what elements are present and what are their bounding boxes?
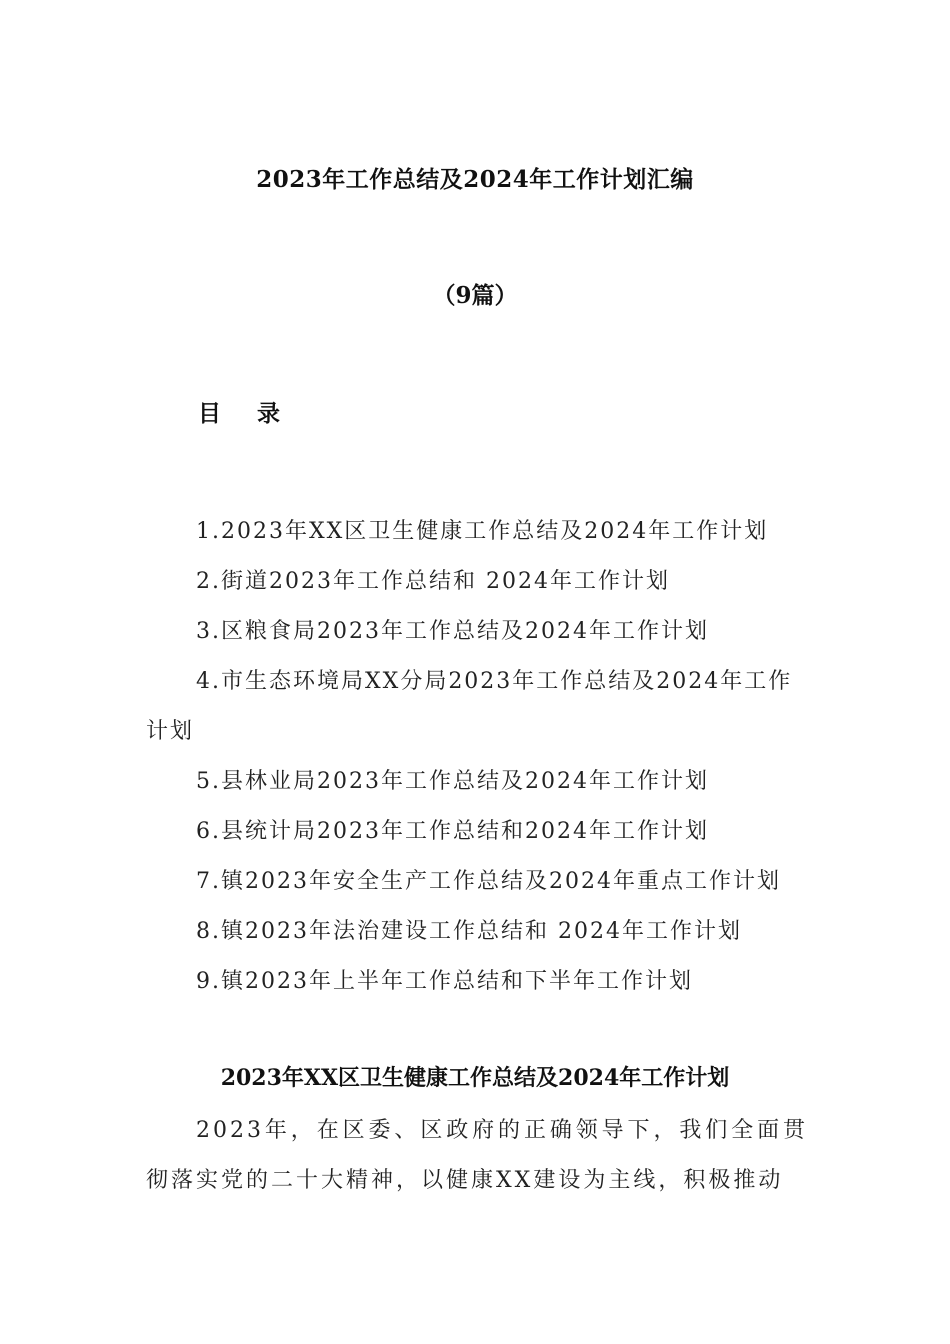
toc-item: 9.镇2023年上半年工作总结和下半年工作计划: [196, 969, 693, 994]
table-of-contents: [146, 507, 808, 1007]
toc-item: 2.街道2023年工作总结和 2024年工作计划: [196, 569, 670, 594]
toc-item: 6.县统计局2023年工作总结和2024年工作计划: [196, 819, 709, 844]
toc-item: 5.县林业局2023年工作总结及2024年工作计划: [196, 769, 709, 794]
body-paragraph: 2023年，在区委、区政府的正确领导下，我们全面贯彻落实党的二十大精神，以健康XX建设为主线，积极推动: [146, 1118, 808, 1193]
toc-item: 7.镇2023年安全生产工作总结及2024年重点工作计划: [196, 869, 781, 894]
section-title: 2023年XX区卫生健康工作总结及2024年工作计划: [220, 1065, 730, 1091]
document-title: 2023年工作总结及2024年工作计划汇编: [256, 166, 694, 193]
toc-item: 8.镇2023年法治建设工作总结和 2024年工作计划: [196, 919, 742, 944]
toc-item: 1.2023年XX区卫生健康工作总结及2024年工作计划: [196, 519, 769, 544]
toc-item: 4.市生态环境局XX分局2023年工作总结及2024年工作计划: [146, 669, 793, 744]
toc-heading: 目 录: [198, 400, 295, 427]
article-count: （9篇）: [432, 282, 518, 309]
toc-item: 3.区粮食局2023年工作总结及2024年工作计划: [196, 619, 709, 644]
